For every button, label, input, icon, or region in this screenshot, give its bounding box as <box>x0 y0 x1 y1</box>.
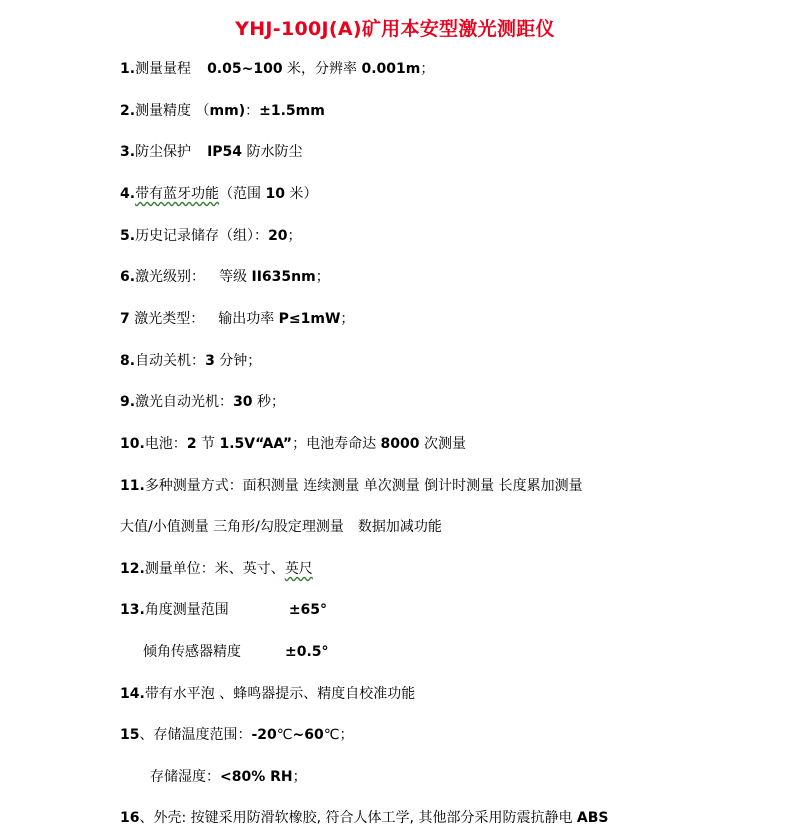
spec-line-7 <box>120 309 354 329</box>
item-value: ±65° <box>288 602 328 618</box>
item-number: 2. <box>120 103 136 119</box>
document-title: YHJ-100J(A)矿用本安型激光测距仪 <box>235 18 555 40</box>
item-text: ； <box>287 228 302 244</box>
item-number: 3. <box>120 144 136 160</box>
item-value: 3 <box>205 353 215 369</box>
item-text: 秒； <box>252 394 285 410</box>
spec-line-13 <box>120 600 327 620</box>
item-text: ℃； <box>323 727 354 743</box>
spec-line-3 <box>120 142 302 162</box>
spec-line-14 <box>120 684 415 704</box>
item-text: ： <box>245 103 260 119</box>
item-value: 2 <box>186 436 197 452</box>
item-value: <80% RH <box>220 769 293 785</box>
item-value: IP54 <box>207 144 243 160</box>
item-value: ±0.5° <box>285 644 329 660</box>
spec-line-6 <box>120 267 330 287</box>
item-number: 14. <box>120 686 145 702</box>
item-text: 英尺 <box>284 561 313 577</box>
item-text: 输出功率 <box>218 311 279 327</box>
spec-line-12 <box>120 559 313 579</box>
spec-line-11-continued <box>120 517 442 537</box>
item-number: 9. <box>120 394 136 410</box>
spec-line-15-sub <box>150 767 307 787</box>
item-number: 4. <box>120 186 136 202</box>
item-label: 历史记录储存（组）： <box>135 228 269 244</box>
item-value: ~60 <box>292 727 324 743</box>
item-number: 11. <box>120 478 145 494</box>
spec-line-11 <box>120 476 583 496</box>
item-value: P≤1mW <box>278 311 341 327</box>
item-text: 节 <box>196 436 220 452</box>
item-label: 激光自动光机： <box>135 394 234 410</box>
item-label: 倾角传感器精度 <box>143 644 241 660</box>
item-text: ； <box>340 311 355 327</box>
item-label: 激光类型： <box>129 311 205 327</box>
item-label: 角度测量范围 <box>144 602 229 618</box>
item-value: 0.001m <box>361 61 421 77</box>
spec-line-1 <box>120 59 434 79</box>
spec-line-9 <box>120 392 285 412</box>
item-number: 16 <box>120 810 140 826</box>
item-label: 、存储温度范围： <box>139 727 252 743</box>
item-text: 分钟； <box>214 353 262 369</box>
item-label: 多种测量方式：面积测量 连续测量 单次测量 倒计时测量 长度累加测量 <box>144 478 583 494</box>
spec-line-13-sub <box>143 642 329 662</box>
item-number: 6. <box>120 269 136 285</box>
spec-line-8 <box>120 351 261 371</box>
item-value: 20 <box>268 228 288 244</box>
item-label: 测量量程 <box>135 61 192 77</box>
item-value: -20 <box>251 727 277 743</box>
item-text: ；电池寿命达 <box>292 436 381 452</box>
item-text: （范围 <box>219 186 266 202</box>
item-label: 自动关机： <box>135 353 206 369</box>
item-text: ； <box>292 769 307 785</box>
item-label: 测量单位：米、英寸、 <box>144 561 285 577</box>
item-text: 防水防尘 <box>242 144 303 160</box>
item-number: 1. <box>120 61 136 77</box>
item-value: 8000 <box>380 436 420 452</box>
item-number: 13. <box>120 602 145 618</box>
item-value: ±1.5mm <box>259 103 325 119</box>
spec-line-10 <box>120 434 466 454</box>
spec-line-4 <box>120 184 317 204</box>
item-number: 8. <box>120 353 136 369</box>
item-label: 激光级别： <box>135 269 206 285</box>
spec-line-5 <box>120 226 302 246</box>
spec-line-15 <box>120 725 353 745</box>
item-value: II635nm <box>251 269 316 285</box>
item-text: 大值/小值测量 三角形/勾股定理测量 数据加减功能 <box>120 519 442 535</box>
item-text: 米） <box>285 186 318 202</box>
item-label: 防尘保护 <box>135 144 192 160</box>
item-text: 米，分辨率 <box>282 61 362 77</box>
item-value: 0.05~100 <box>207 61 283 77</box>
item-value: 30 <box>233 394 253 410</box>
item-label: 带有水平泡 、蜂鸣器提示、精度自校准功能 <box>144 686 416 702</box>
spec-line-2 <box>120 101 325 121</box>
item-number: 10. <box>120 436 145 452</box>
item-label: 测量精度 （ <box>135 103 210 119</box>
item-text: ； <box>315 269 330 285</box>
item-text: ； <box>420 61 435 77</box>
item-text: 次测量 <box>419 436 466 452</box>
spec-line-16 <box>120 808 609 828</box>
item-value: 1.5V“AA” <box>219 436 293 452</box>
item-value: 10 <box>265 186 285 202</box>
item-value: mm) <box>209 103 246 119</box>
item-text: ℃ <box>276 727 293 743</box>
item-number: 7 <box>120 311 130 327</box>
item-number: 15 <box>120 727 140 743</box>
item-label: 存储湿度： <box>150 769 220 785</box>
item-label: 带有蓝牙功能 <box>135 186 220 202</box>
item-label: 电池： <box>144 436 187 452</box>
item-number: 12. <box>120 561 145 577</box>
item-value: ABS <box>576 810 609 826</box>
item-label: 、外壳: 按键采用防滑软橡胶, 符合人体工学, 其他部分采用防震抗静电 <box>139 810 577 826</box>
item-text: 等级 <box>219 269 252 285</box>
item-number: 5. <box>120 228 136 244</box>
